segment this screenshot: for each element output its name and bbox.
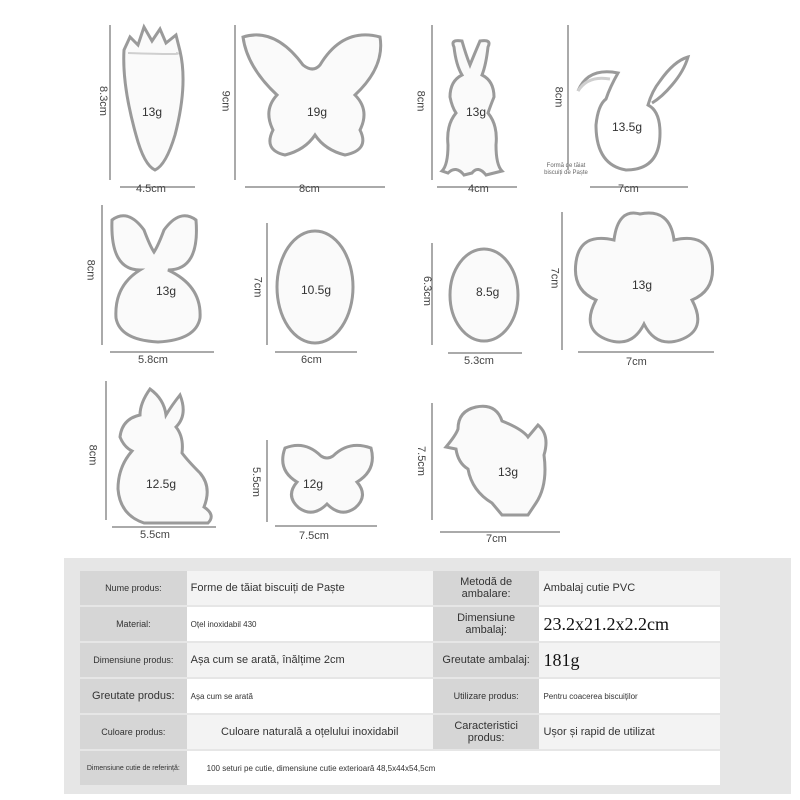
- label-product-size: Dimensiune produs:: [80, 642, 187, 678]
- table-row: [80, 714, 720, 750]
- value-package-size: 23.2x21.2x2.2cm: [539, 606, 720, 642]
- flower-height: 7cm: [548, 267, 561, 289]
- value-product-features: Ușor și rapid de utilizat: [539, 714, 720, 750]
- label-reference-box: Dimensiune cutie de referință:: [80, 750, 187, 786]
- label-package-weight: Greutate ambalaj:: [433, 642, 540, 678]
- chick-weight: 13g: [498, 465, 519, 479]
- cutter-bunny-head-ear: [544, 15, 708, 195]
- value-product-color: Culoare naturală a oțelului inoxidabil: [187, 714, 433, 750]
- value-product-name: Forme de tăiat biscuiți de Paște: [187, 571, 433, 606]
- chick-height: 7.5cm: [414, 446, 427, 476]
- value-packing-method: Ambalaj cutie PVC: [539, 571, 720, 606]
- label-product-color: Culoare produs:: [80, 714, 187, 750]
- label-packing-method: Metodă de ambalare:: [433, 571, 540, 606]
- value-reference-box: 100 seturi pe cutie, dimensiune cutie exterioară 48,5x44x54,5cm: [187, 750, 720, 786]
- cutter-egg-small: [418, 235, 538, 375]
- table-row: [80, 750, 720, 786]
- chick-cutter-shape: [410, 395, 570, 550]
- butterfly-large-height: 9cm: [219, 90, 232, 112]
- bunny-head-width: 5.8cm: [138, 354, 168, 366]
- label-material: Material:: [80, 606, 187, 642]
- egg-large-width: 6cm: [301, 354, 322, 366]
- bunny-sitting-width: 5.5cm: [140, 529, 170, 541]
- table-row: [80, 678, 720, 714]
- cutter-chick: [410, 395, 570, 550]
- label-product-features: Caracteristici produs:: [433, 714, 540, 750]
- carrot-width: 4.5cm: [136, 183, 166, 195]
- bunny-head-ear-note: Formă de tăiat biscuiți de Paște: [544, 163, 588, 176]
- label-product-use: Utilizare produs:: [433, 678, 540, 714]
- bunny-head-ear-weight: 13.5g: [612, 120, 643, 134]
- bunny-standing-height: 8cm: [414, 90, 427, 112]
- egg-small-width: 5.3cm: [464, 355, 494, 367]
- cutter-bunny-sitting: [86, 375, 232, 545]
- value-product-weight: Așa cum se arată: [187, 678, 433, 714]
- cutter-butterfly-small: [245, 430, 395, 545]
- butterfly-large-width: 8cm: [299, 183, 320, 195]
- cutter-butterfly-large: [219, 15, 395, 195]
- cutter-bunny-head: [84, 200, 222, 370]
- spec-table: [80, 571, 720, 787]
- chick-width: 7cm: [486, 533, 507, 545]
- bunny-head-ear-width: 7cm: [618, 183, 639, 195]
- bunny-head-weight: 13g: [156, 284, 177, 298]
- egg-small-height: 6.3cm: [420, 276, 433, 306]
- butterfly-small-height: 5.5cm: [249, 467, 262, 497]
- bunny-sitting-cutter-shape: [92, 375, 232, 545]
- butterfly-small-weight: 12g: [303, 477, 324, 491]
- label-product-weight: Greutate produs:: [80, 678, 187, 714]
- value-product-use: Pentru coacerea biscuiților: [539, 678, 720, 714]
- value-material: Oțel inoxidabil 430: [187, 606, 433, 642]
- egg-small-weight: 8.5g: [476, 285, 500, 299]
- flower-weight: 13g: [632, 278, 653, 292]
- bunny-head-ear-height: 8cm: [552, 86, 565, 108]
- table-row: [80, 606, 720, 642]
- egg-large-height: 7cm: [251, 276, 264, 298]
- table-row: [80, 571, 720, 606]
- cutter-bunny-standing: [412, 15, 532, 195]
- bunny-standing-weight: 13g: [466, 105, 487, 119]
- carrot-height: 8.3cm: [96, 86, 109, 116]
- bunny-standing-width: 4cm: [468, 183, 489, 195]
- label-package-size: Dimensiune ambalaj:: [433, 606, 540, 642]
- cutter-flower: [548, 200, 718, 375]
- butterfly-large-weight: 19g: [307, 105, 328, 119]
- table-row: [80, 642, 720, 678]
- cutter-egg-large: [245, 215, 375, 370]
- label-product-name: Nume produs:: [80, 571, 187, 606]
- flower-width: 7cm: [626, 356, 647, 368]
- bunny-sitting-weight: 12.5g: [146, 477, 177, 491]
- bunny-head-height: 8cm: [84, 259, 97, 281]
- butterfly-small-width: 7.5cm: [299, 530, 329, 542]
- bunny-sitting-height: 8cm: [86, 444, 99, 466]
- carrot-weight: 13g: [142, 105, 163, 119]
- egg-small-cutter-shape: [418, 235, 538, 375]
- value-package-weight: 181g: [539, 642, 720, 678]
- value-product-size: Așa cum se arată, înălțime 2cm: [187, 642, 433, 678]
- egg-large-weight: 10.5g: [301, 283, 332, 297]
- cutter-carrot: [96, 15, 210, 195]
